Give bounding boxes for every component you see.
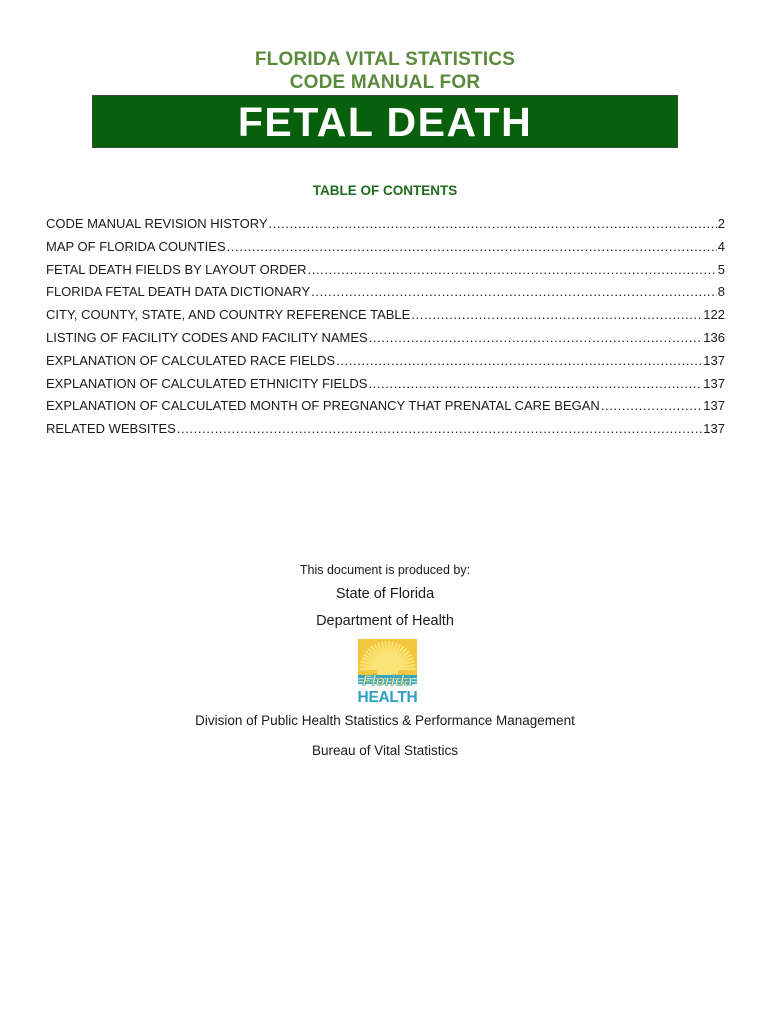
toc-dot-leader	[369, 330, 703, 345]
florida-health-logo-icon	[358, 639, 417, 705]
toc-dot-leader	[336, 353, 702, 368]
toc-entry[interactable]	[46, 421, 725, 444]
toc-dot-leader	[311, 284, 717, 299]
state-name: State of Florida	[335, 586, 435, 602]
toc-entry-label: EXPLANATION OF CALCULATED RACE FIELDS	[46, 352, 336, 368]
toc-heading: TABLE OF CONTENTS	[312, 183, 458, 198]
table-of-contents	[46, 216, 725, 444]
toc-entry-label: CITY, COUNTY, STATE, AND COUNTRY REFERENCE TABLE	[46, 307, 411, 323]
toc-entry-label: EXPLANATION OF CALCULATED ETHNICITY FIELDS	[46, 375, 368, 391]
toc-entry[interactable]	[46, 307, 725, 330]
toc-entry[interactable]	[46, 284, 725, 307]
toc-entry-page: 5	[717, 261, 725, 277]
toc-entry[interactable]	[46, 330, 725, 353]
toc-dot-leader	[177, 421, 703, 436]
toc-entry-label: FETAL DEATH FIELDS BY LAYOUT ORDER	[46, 261, 307, 277]
toc-entry[interactable]	[46, 376, 725, 399]
toc-entry[interactable]	[46, 216, 725, 239]
banner-title: FETAL DEATH	[237, 99, 533, 145]
toc-entry[interactable]	[46, 353, 725, 376]
toc-entry-page: 122	[703, 307, 725, 323]
department-name: Department of Health	[316, 613, 454, 629]
title-line-1: FLORIDA VITAL STATISTICS	[254, 49, 516, 70]
title-banner	[92, 95, 678, 148]
toc-entry-page: 137	[703, 421, 725, 437]
toc-entry-label: LISTING OF FACILITY CODES AND FACILITY NAMES	[46, 329, 368, 345]
toc-entry-page: 137	[703, 398, 725, 414]
toc-entry-label: CODE MANUAL REVISION HISTORY	[46, 216, 268, 231]
logo-word-health: HEALTH	[358, 689, 417, 705]
toc-entry-label: FLORIDA FETAL DEATH DATA DICTIONARY	[46, 284, 311, 300]
toc-dot-leader	[308, 262, 717, 277]
division-name: Division of Public Health Statistics & Performance Management	[195, 713, 575, 728]
toc-entry[interactable]	[46, 262, 725, 285]
produced-by-text: This document is produced by:	[299, 563, 471, 577]
toc-entry[interactable]	[46, 398, 725, 421]
toc-entry-page: 137	[703, 375, 725, 391]
toc-dot-leader	[368, 376, 702, 391]
toc-entry-label: RELATED WEBSITES	[46, 421, 176, 437]
toc-dot-leader	[411, 307, 702, 322]
toc-entry-page: 4	[717, 238, 725, 254]
bureau-name: Bureau of Vital Statistics	[311, 743, 459, 758]
logo-word-florida: Florida	[362, 672, 413, 690]
toc-entry-page: 137	[703, 352, 725, 368]
toc-dot-leader	[601, 398, 702, 413]
toc-entry[interactable]	[46, 239, 725, 262]
toc-entry-page: 136	[703, 329, 725, 345]
toc-entry-page: 8	[717, 284, 725, 300]
title-line-2: CODE MANUAL FOR	[289, 72, 481, 93]
toc-dot-leader	[227, 239, 717, 254]
toc-dot-leader	[269, 216, 717, 231]
toc-entry-label: MAP OF FLORIDA COUNTIES	[46, 238, 226, 254]
toc-entry-page: 2	[717, 216, 725, 231]
toc-entry-label: EXPLANATION OF CALCULATED MONTH OF PREGNANCY THAT PRENATAL CARE BEGAN	[46, 398, 600, 414]
